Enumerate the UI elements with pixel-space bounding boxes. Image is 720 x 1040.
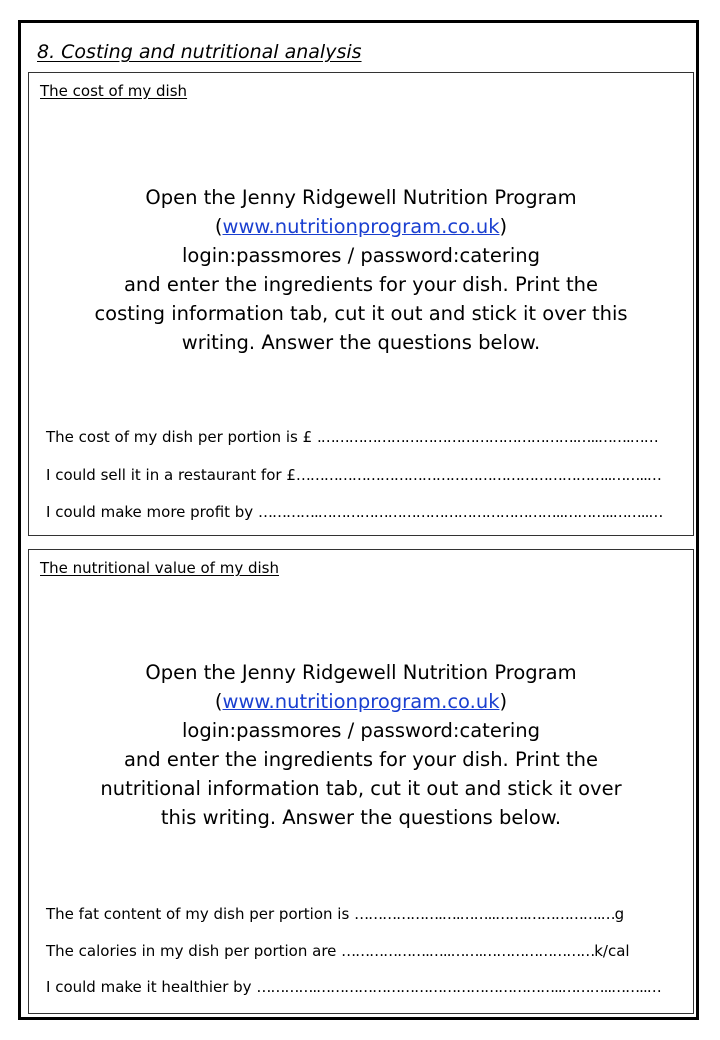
calories-question — [46, 942, 630, 960]
profit-answer-line[interactable]: ………….……………………………………………..………..……..… — [257, 503, 663, 521]
cost-link-close: ) — [499, 215, 508, 238]
cost-per-portion-label: The cost of my dish per portion is £ — [46, 428, 317, 446]
cost-section — [28, 72, 694, 536]
nutrition-section-title: The nutritional value of my dish — [40, 559, 279, 577]
fat-content-unit: g — [614, 905, 625, 923]
fat-content-question — [46, 905, 624, 923]
cost-instruction-line-1: Open the Jenny Ridgewell Nutrition Program — [145, 186, 577, 209]
nutrition-instruction-line-3: login:passmores / password:catering — [182, 719, 540, 742]
calories-label: The calories in my dish per portion are — [46, 942, 342, 960]
nutrition-instruction-line-4: and enter the ingredients for your dish. Print the — [123, 748, 599, 771]
restaurant-price-answer-line[interactable]: …………………………………………………………..……..… — [295, 466, 661, 484]
nutrition-instruction-line-1: Open the Jenny Ridgewell Nutrition Program — [145, 661, 577, 684]
restaurant-price-label: I could sell it in a restaurant for £ — [46, 466, 296, 484]
nutrition-program-link[interactable]: www.nutritionprogram.co.uk — [222, 215, 500, 238]
calories-answer-line[interactable]: ……………….…..…….…………………… — [341, 942, 595, 960]
healthier-answer-line[interactable]: ………….……………………………………………..………..……..… — [256, 978, 661, 996]
page-heading: 8. Costing and nutritional analysis — [37, 41, 362, 63]
nutrition-instruction-link-line — [29, 687, 693, 716]
cost-link-open: ( — [214, 215, 223, 238]
nutrition-link-open: ( — [214, 690, 223, 713]
nutrition-instruction-line-6: this writing. Answer the questions below. — [160, 806, 562, 829]
cost-instruction-link-line — [29, 212, 693, 241]
fat-content-answer-line[interactable]: ……………….….……..…….…………….… — [354, 905, 615, 923]
fat-content-label: The fat content of my dish per portion is — [46, 905, 355, 923]
nutrition-instruction-line-5: nutritional information tab, cut it out and stick it over — [100, 777, 622, 800]
nutrition-program-link-2[interactable]: www.nutritionprogram.co.uk — [222, 690, 500, 713]
profit-label: I could make more profit by — [46, 503, 258, 521]
cost-per-portion-answer-line[interactable]: .……………………………………………….…..…….…… — [316, 428, 658, 446]
profit-question — [46, 503, 662, 521]
healthier-question — [46, 978, 661, 996]
cost-instruction-line-4: and enter the ingredients for your dish. Print the — [123, 273, 599, 296]
nutrition-section — [28, 549, 694, 1014]
cost-instruction-line-6: writing. Answer the questions below. — [181, 331, 541, 354]
restaurant-price-question — [46, 466, 661, 484]
cost-instruction-line-5: costing information tab, cut it out and stick it over this — [94, 302, 628, 325]
nutrition-instructions — [29, 658, 693, 832]
cost-instructions — [29, 183, 693, 357]
cost-instruction-line-3: login:passmores / password:catering — [182, 244, 540, 267]
healthier-label: I could make it healthier by — [46, 978, 257, 996]
nutrition-link-close: ) — [499, 690, 508, 713]
cost-per-portion-question — [46, 428, 658, 446]
cost-section-title: The cost of my dish — [40, 82, 188, 100]
calories-unit: k/cal — [594, 942, 630, 960]
